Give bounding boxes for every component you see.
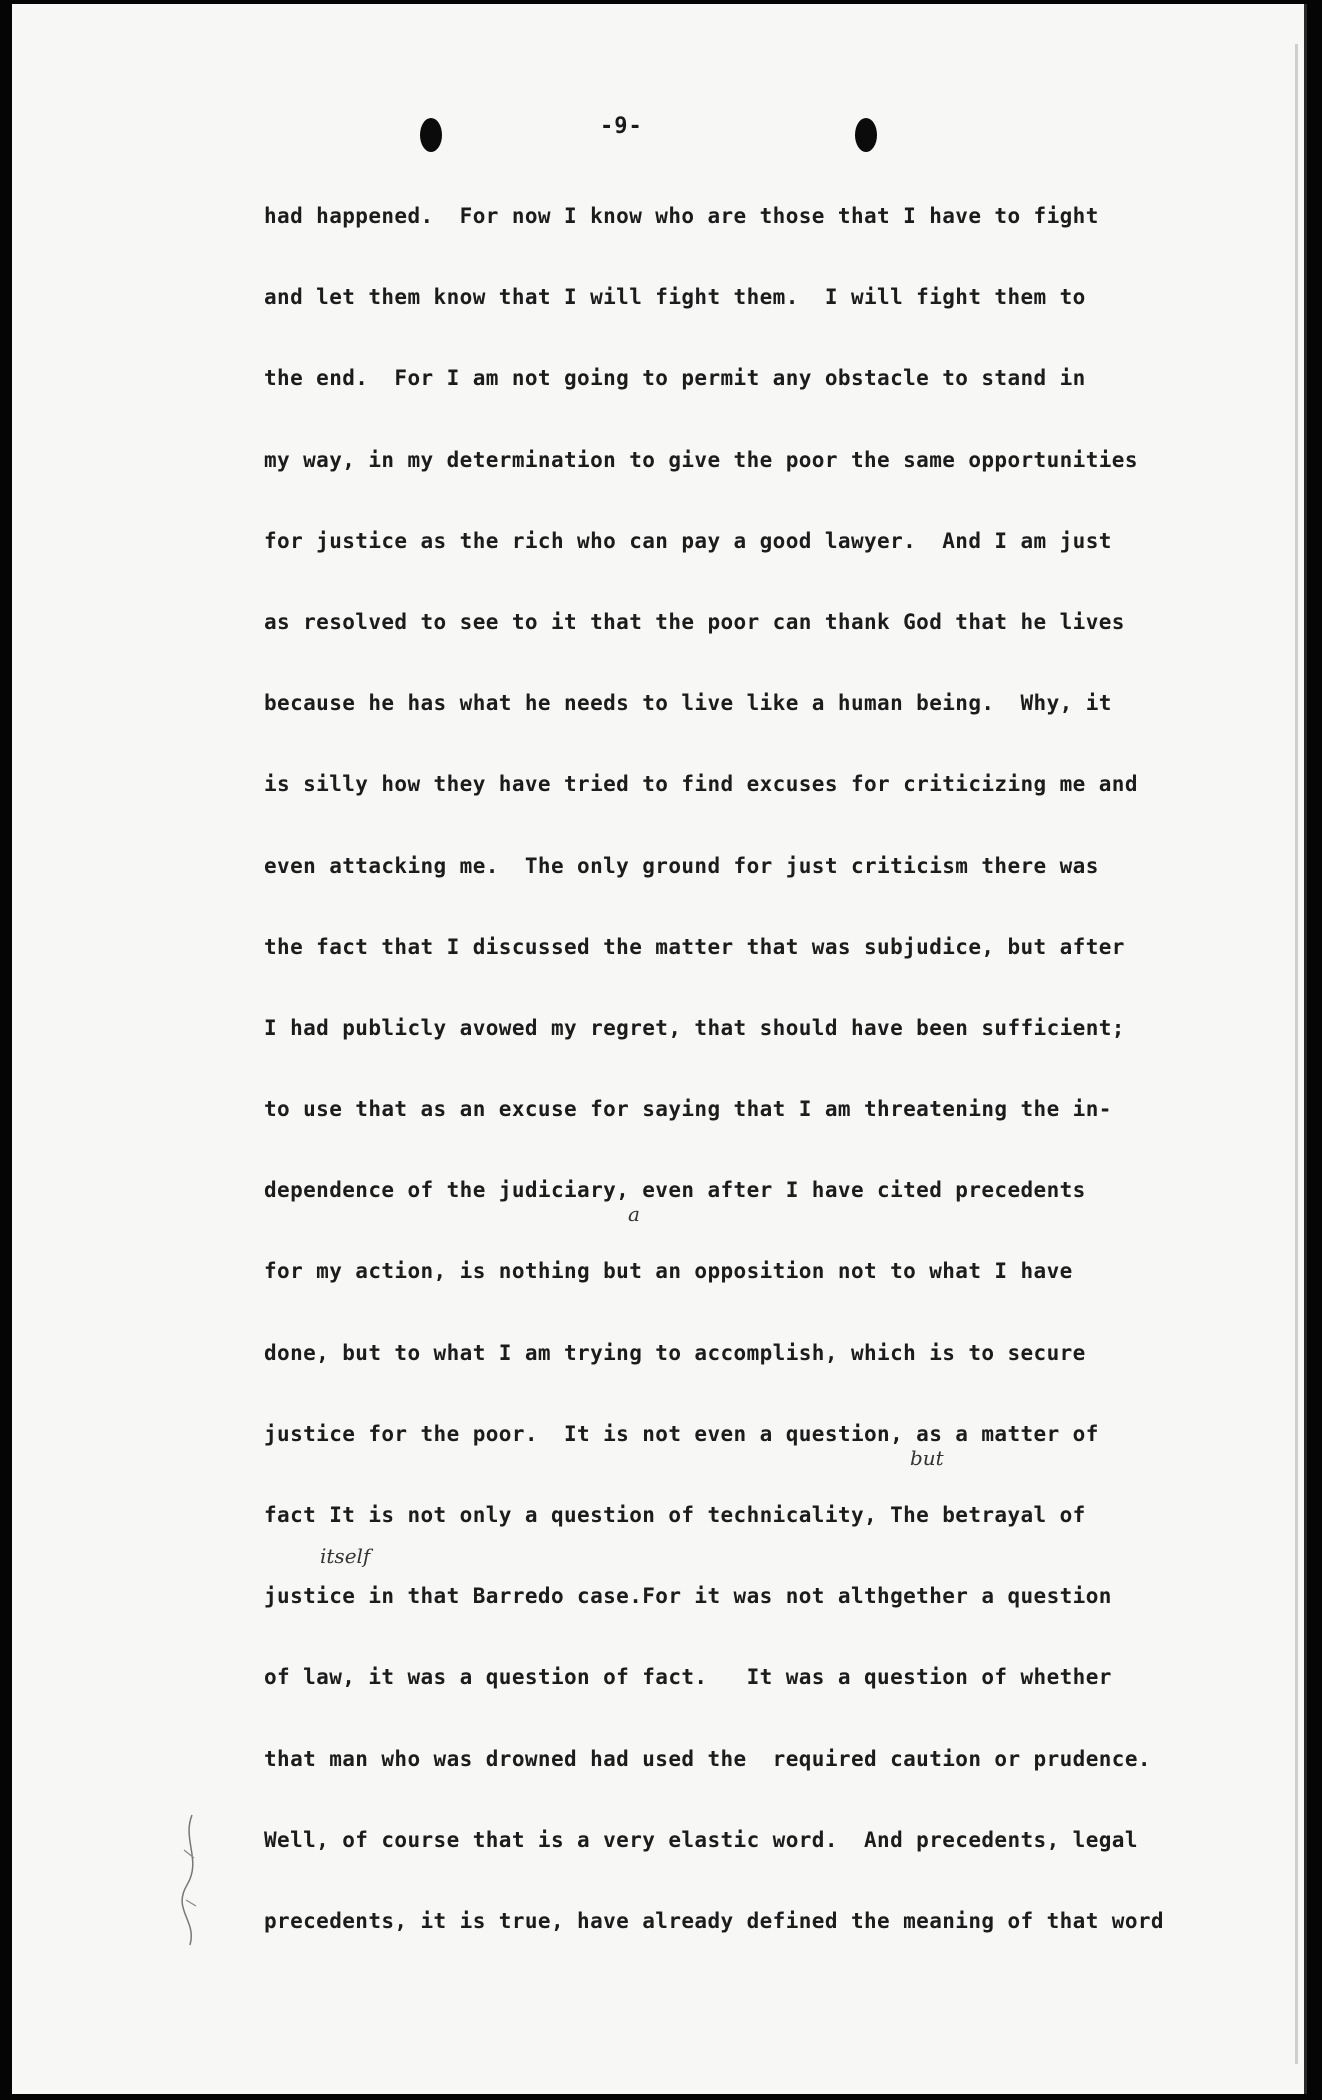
text-line: fact It is not only a question of technicality, The betrayal of xyxy=(264,1503,1086,1527)
text-line: had happened. For now I know who are those that I have to fight xyxy=(264,204,1099,228)
text-line: my way, in my determination to give the poor the same opportunities xyxy=(264,447,1138,472)
text-line: that man who was drowned had used the required caution or prudence. xyxy=(264,1746,1151,1771)
typed-body-text xyxy=(264,196,1184,1982)
text-line: justice for the poor. It is not even a question, as a matter of xyxy=(264,1421,1099,1446)
text-line: justice in that Barredo case.For it was not althgether a question xyxy=(264,1584,1112,1609)
text-line: is silly how they have tried to find excuses for criticizing me and xyxy=(264,772,1138,797)
text-line: for my action, is nothing but an opposition not to what I have xyxy=(264,1259,1073,1284)
text-line: dependence of the judiciary, even after I have cited precedents xyxy=(264,1178,1086,1203)
page-number: -9- xyxy=(600,114,643,139)
text-line: as resolved to see to it that the poor can thank God that he lives xyxy=(264,609,1125,634)
handwritten-note: but xyxy=(910,1446,944,1470)
text-line: of law, it was a question of fact. It was a question of whether xyxy=(264,1665,1112,1690)
text-line: and let them know that I will fight them. I will fight them to xyxy=(264,285,1086,310)
text-line: the end. For I am not going to permit any obstacle to stand in xyxy=(264,366,1086,391)
page-edge xyxy=(1295,44,1298,2064)
punch-hole-right xyxy=(855,118,877,152)
text-line: even attacking me. The only ground for just criticism there was xyxy=(264,853,1099,878)
text-line: precedents, it is true, have already defined the meaning of that word xyxy=(264,1908,1164,1933)
text-line: because he has what he needs to live like a human being. Why, it xyxy=(264,691,1112,716)
text-line: Well, of course that is a very elastic word. And precedents, legal xyxy=(264,1827,1138,1852)
margin-scribble xyxy=(172,1810,212,1950)
text-line: to use that as an excuse for saying that I am threatening the in- xyxy=(264,1097,1112,1122)
text-line: done, but to what I am trying to accomplish, which is to secure xyxy=(264,1340,1086,1365)
handwritten-note: a xyxy=(628,1202,640,1226)
text-line: the fact that I discussed the matter that was subjudice, but after xyxy=(264,934,1125,959)
text-line: for justice as the rich who can pay a good lawyer. And I am just xyxy=(264,528,1112,553)
handwritten-note: itself xyxy=(320,1544,371,1568)
text-line: I had publicly avowed my regret, that should have been sufficient; xyxy=(264,1015,1125,1040)
punch-hole-left xyxy=(420,118,442,152)
